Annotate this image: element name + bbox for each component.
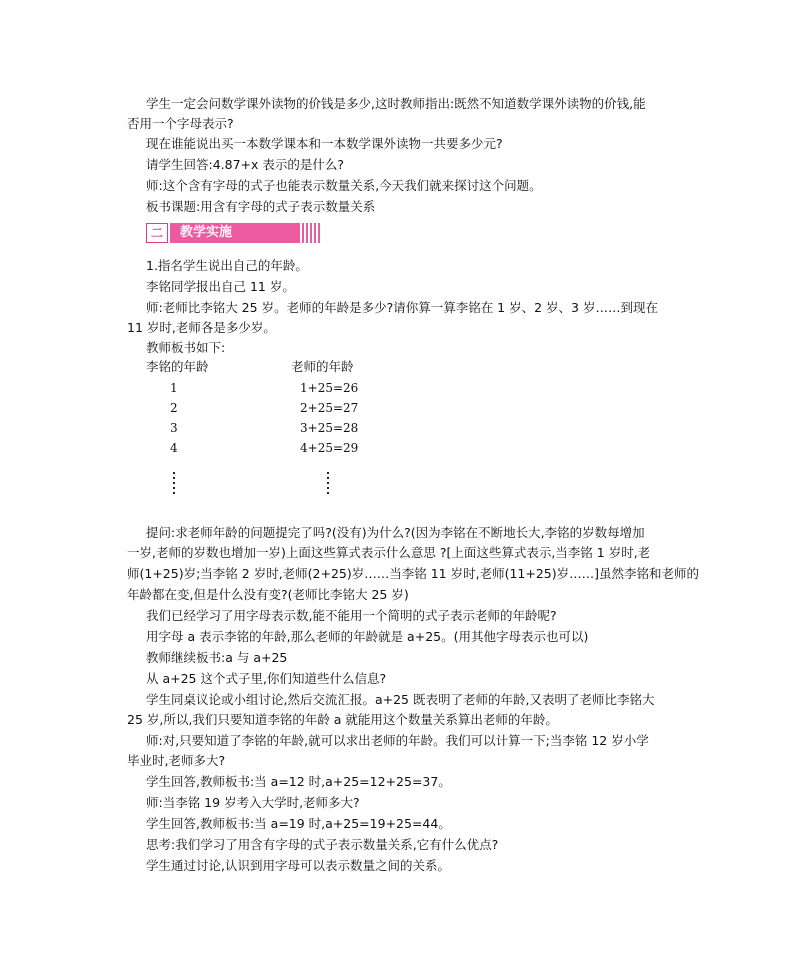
section-stripes — [298, 223, 322, 243]
body-line: 学生通过讨论,认识到用字母可以表示数量之间的关系。 — [146, 858, 450, 873]
intro-line: 否用一个字母表示? — [127, 116, 234, 131]
table-cell: 1 — [170, 381, 178, 395]
body-line: 教师继续板书:a 与 a+25 — [146, 650, 288, 665]
body-line: 25 岁,所以,我们只要知道李铭的年龄 a 就能用这个数量关系算出老师的年龄。 — [127, 712, 558, 727]
body-line: 教师板书如下: — [146, 340, 226, 355]
intro-line: 现在谁能说出买一本数学课本和一本数学课外读物一共要多少元? — [146, 136, 503, 151]
table-cell: 2 — [170, 401, 178, 415]
body-line: 师:对,只要知道了李铭的年龄,就可以求出老师的年龄。我们可以计算一下;当李铭 12 岁小学 — [146, 733, 649, 748]
table-cell: 2+25=27 — [300, 401, 359, 415]
body-line: 毕业时,老师多大? — [127, 753, 226, 768]
table-cell: 4 — [170, 441, 178, 455]
section-number: 二 — [146, 223, 168, 243]
intro-line: 板书课题:用含有字母的式子表示数量关系 — [146, 199, 376, 214]
table-cell: 3 — [170, 421, 178, 435]
ellipsis-dots — [173, 472, 175, 494]
table-cell: 1+25=26 — [300, 381, 359, 395]
body-line: 提问:求老师年龄的问题提完了吗?(没有)为什么?(因为李铭在不断地长大,李铭的岁数每增加 — [146, 525, 645, 540]
body-line: 1.指名学生说出自己的年龄。 — [146, 258, 308, 273]
body-line: 学生同桌议论或小组讨论,然后交流汇报。a+25 既表明了老师的年龄,又表明了老师比李铭大 — [146, 692, 655, 707]
section-title: 教学实施 — [180, 225, 233, 240]
body-line: 思考:我们学习了用含有字母的式子表示数量关系,它有什么优点? — [146, 837, 499, 852]
body-line: 学生回答,教师板书:当 a=19 时,a+25=19+25=44。 — [146, 816, 451, 831]
section-header — [146, 223, 322, 243]
ellipsis-dots — [327, 472, 329, 494]
body-line: 年龄都在变,但是什么没有变?(老师比李铭大 25 岁) — [127, 587, 409, 602]
body-line: 11 岁时,老师各是多少岁。 — [127, 320, 276, 335]
intro-line: 师:这个含有字母的式子也能表示数量关系,今天我们就来探讨这个问题。 — [146, 178, 542, 193]
body-line: 用字母 a 表示李铭的年龄,那么老师的年龄就是 a+25。(用其他字母表示也可以) — [146, 629, 589, 644]
table-cell: 4+25=29 — [300, 441, 359, 455]
table-cell: 3+25=28 — [300, 421, 359, 435]
intro-line: 请学生回答:4.87+x 表示的是什么? — [146, 157, 345, 172]
body-line: 师:老师比李铭大 25 岁。老师的年龄是多少?请你算一算李铭在 1 岁、2 岁、3 岁……到现在 — [146, 300, 658, 315]
intro-line: 学生一定会问数学课外读物的价钱是多少,这时教师指出:既然不知道数学课外读物的价钱,能 — [146, 96, 646, 111]
body-line: 学生回答,教师板书:当 a=12 时,a+25=12+25=37。 — [146, 774, 451, 789]
body-line: 一岁,老师的岁数也增加一岁)上面这些算式表示什么意思 ?[上面这些算式表示,当李铭 1 岁时,老 — [127, 545, 651, 560]
body-line: 师(1+25)岁;当李铭 2 岁时,老师(2+25)岁……当李铭 11 岁时,老师(11+25)岁……]虽然李铭和老师的 — [127, 566, 699, 581]
table-header-student: 李铭的年龄 — [146, 359, 209, 374]
body-line: 我们已经学习了用字母表示数,能不能用一个简明的式子表示老师的年龄呢? — [146, 608, 557, 623]
table-header-teacher: 老师的年龄 — [291, 359, 354, 374]
body-line: 从 a+25 这个式子里,你们知道些什么信息? — [146, 671, 387, 686]
body-line: 师:当李铭 19 岁考入大学时,老师多大? — [146, 795, 360, 810]
body-line: 李铭同学报出自己 11 岁。 — [146, 279, 295, 294]
